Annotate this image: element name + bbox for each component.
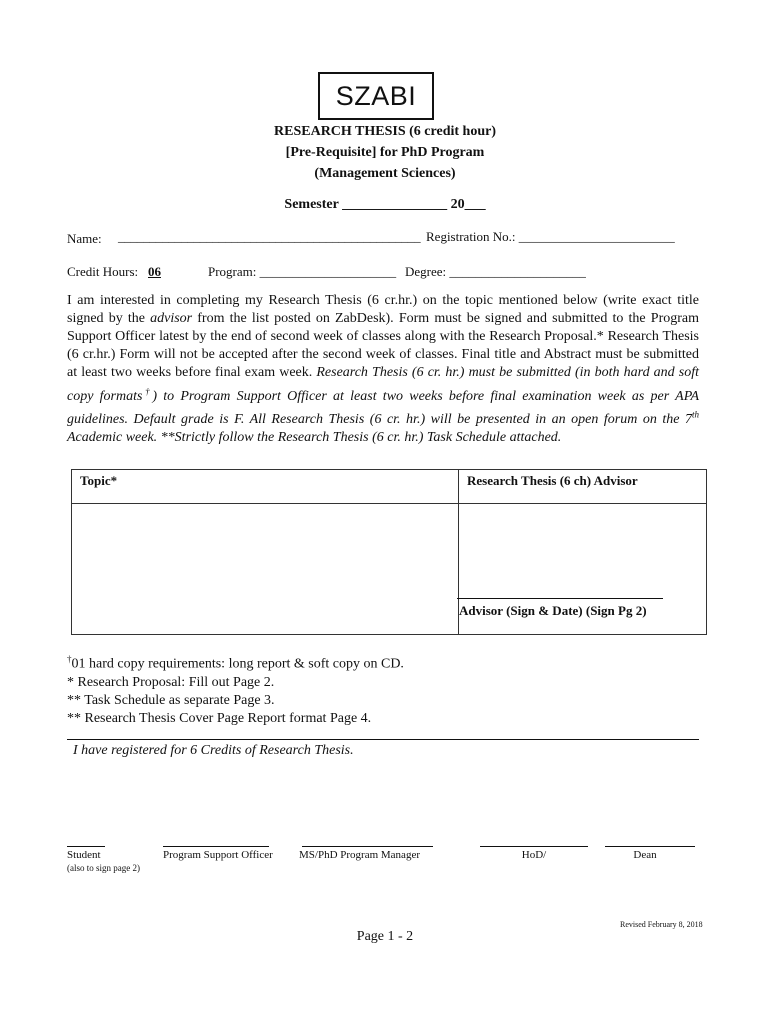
- instructions-paragraph: I am interested in completing my Research Thesis (6 cr.hr.) on the topic mentioned below (write exact title signed by the advisor from the list posted on ZabDesk). Form must be signed and submitted to the Program Support Officer latest by the end of second week of classes along with the Research Proposal.* Research Thesis (6 cr.hr.) Form will not be accepted after the second week of classes. Final title and Abstract must be submitted at least two weeks before final exam week. Research Thesis (6 cr. hr.) must be submitted (in both hard and soft copy formats†) to Program Support Officer at least two weeks before final examination week as per APA guidelines. Default grade is F. All Research Thesis (6 cr. hr.) will be presented in an open forum on the 7th Academic week. **Strictly follow the Research Thesis (6 cr. hr.) Task Schedule attached.: [67, 293, 700, 446]
- hod-signature-line[interactable]: [480, 846, 588, 847]
- page-number: Page 1 - 2: [356, 929, 414, 944]
- student-signature-line[interactable]: [67, 846, 105, 847]
- dean-signature-line[interactable]: [605, 846, 695, 847]
- degree-field[interactable]: Degree: _____________________: [405, 264, 586, 279]
- form-subtitle: [Pre-Requisite] for PhD Program: [285, 145, 485, 160]
- revision-date: Revised February 8, 2018: [620, 920, 703, 929]
- program-manager-signature-label: MS/PhD Program Manager: [299, 849, 420, 861]
- divider: [67, 739, 699, 740]
- program-field[interactable]: Program: _____________________: [208, 264, 397, 279]
- name-field[interactable]: ________________________________________________: [118, 229, 421, 244]
- registration-field[interactable]: Registration No.: ________________________: [426, 229, 675, 244]
- notes-list: †01 hard copy requirements: long report & soft copy on CD. * Research Proposal: Fill out Page 2. ** Task Schedule as separate Page 3. ** Research Thesis Cover Page Report format Page 4.: [67, 654, 404, 726]
- credit-hours-label: Credit Hours:: [67, 264, 139, 279]
- dean-signature-label: Dean: [633, 849, 657, 861]
- advisor-signature-line: [457, 598, 663, 599]
- advisor-header: Research Thesis (6 ch) Advisor: [459, 470, 707, 504]
- hod-signature-label: HoD/: [521, 849, 547, 861]
- semester-field[interactable]: Semester _______________ 20___: [284, 197, 486, 212]
- topic-input-cell[interactable]: [72, 504, 459, 635]
- credit-hours-value: 06: [148, 264, 161, 279]
- student-signature-note: (also to sign page 2): [67, 863, 140, 873]
- program-manager-signature-line[interactable]: [302, 846, 433, 847]
- pso-signature-label: Program Support Officer: [163, 849, 273, 861]
- registration-statement: I have registered for 6 Credits of Research Thesis.: [73, 743, 354, 758]
- form-title: RESEARCH THESIS (6 credit hour): [274, 124, 496, 139]
- szabi-logo: SZABI: [318, 72, 434, 120]
- topic-header: Topic*: [72, 470, 459, 504]
- pso-signature-line[interactable]: [163, 846, 269, 847]
- advisor-signature-label: Advisor (Sign & Date) (Sign Pg 2): [459, 603, 647, 618]
- name-label: Name:: [67, 231, 102, 246]
- form-department: (Management Sciences): [314, 166, 456, 181]
- student-signature-label: Student: [67, 849, 101, 861]
